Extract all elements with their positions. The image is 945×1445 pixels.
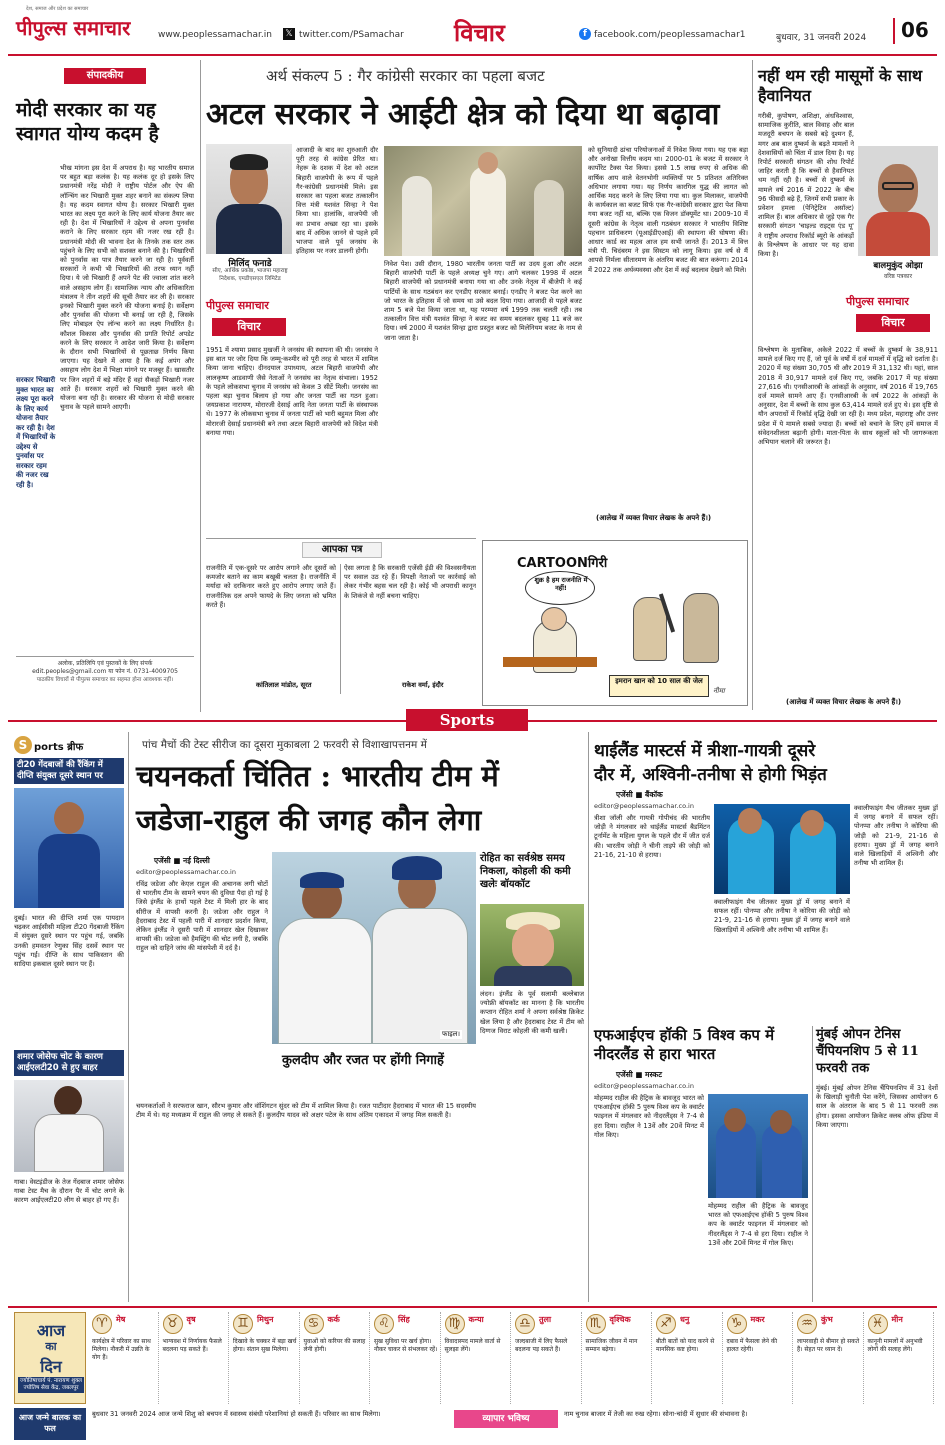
zodiac-symbol-icon: ♏ — [586, 1314, 606, 1334]
zodiac-name: तुला — [539, 1315, 552, 1324]
zodiac-prediction: बीती बातों को याद करने से मानसिक कष्ट होगा। — [656, 1338, 715, 1354]
child-promo — [846, 294, 938, 336]
brief-player-head — [54, 802, 84, 834]
hockey-headline: एफआईएच हॉकी 5 विश्व कप में नीदरलैंड से हारा भारत — [594, 1026, 775, 1063]
horoscope-title-3: दिन — [40, 1357, 62, 1376]
promo-logo: पीपुल्स समाचार — [206, 299, 269, 312]
logo-tagline: देश, समाज और प्रदेश का समाचार — [26, 6, 89, 12]
zodiac-name: कर्क — [327, 1315, 340, 1324]
hockey-player-1-head — [724, 1108, 746, 1132]
cricket-player-1-body — [278, 918, 372, 1044]
column-divider — [752, 60, 753, 710]
brief-title: ports ब्रीफ — [34, 742, 84, 753]
page-number: 06 — [893, 18, 933, 44]
tennis-body: मुंबई। मुंबई ओपन टेनिस चैंपियनशिप में 31 देशों के खिलाड़ी चुनौती पेश करेंगे, जिसका आयोजन 6 साल के अंतराल के बाद 5 से 11 फरवरी तक होगा। इसका आयोजन क्रिकेट क्लब ऑफ इंडिया में किया जाएगा। — [816, 1084, 938, 1129]
horoscope-title-2: का — [45, 1340, 57, 1353]
author-name: मिलिंद फनाडे — [228, 259, 272, 269]
column-divider — [128, 732, 129, 1302]
child-col-a: गरीबी, कुपोषण, अशिक्षा, अंधविश्वास, सामाजिक कुरीति, बाल विवाह और बाल मजदूरी बचपन के सबसे बड़े दुश्मन हैं, मगर अब बाल दुष्कर्म के बढ़ते मामलों ने देशवासियों को चिंता में डाल दिया है। यह रिपोर्ट सरकारी संगठन की शोध रिपोर्ट जाहिर करती है कि बच्चों से हैवानियत थम नहीं रही है। बच्चों से दुष्कर्म के मामले वर्ष 2016 में 2022 के बीच 96 फीसदी बढ़े हैं, जिनमें सभी प्रकार के प्रवेशन हमला (पेनिट्रेटिव असॉल्ट) शामिल हैं। बाल अधिकार से जुड़े एक गैर सरकारी संगठन 'चाइल्ड राइट्स एंड यू' ने राष्ट्रीय अपराध रिकॉर्ड ब्यूरो के आंकड़ों के विश्लेषण के आधार पर यह दावा किया है। — [758, 112, 854, 259]
editorial-body: भीख मांगना इस देश में अपराध है। यह भारतीय समाज पर बहुत बड़ा कलंक है। यह कलंक दूर हो इसके लिए प्रधानमंत्री नरेंद्र मोदी ने राष्ट्रीय पोर्टल और ऐप की लॉन्चिंग कर भिखारी मुक्त शहर बनाने का संकल्प लिया है। यह कदम स्वागत योग्य है। सरकार भिखारी मुक्त भारत का लक्ष्य पूरा करने के लिए कार्य योजना तैयार कर रही है। देश में भिखारियों ने उद्देश्य से अपना पुनर्वास कराने के लिए सरकार रहम की नजर रख रही है। प्रधानमंत्री मोदी की भावना देश के तिनके तक स्तर तक पहुंचने के लिए सभी को सशक्त बनाने की है। भिखारियों को पुनर्वास का पात्र तैयार करने जा रही है। पूर्ववर्ती सरकारों ने कभी भी भिखारियों की तरफ ध्यान नहीं दिया। ये जो भिखारी हैं अपने पेट की ज्वाला शांत करने वाले असहाय लोग हैं। सामाजिक न्याय और अधिकारिता मंत्रालय ने तीन शहरों की सूची तैयार कर ली है। सरकार इनको भिखारी मुक्त करने की योजना बनाई है। सर्वेक्षण और पुनर्वास की योजना भी बनाई जा रही है, जिसके लिए मोबाइल ऐप लॉन्च करने का लक्ष्य निर्धारित है। कौशल विकास और पुनर्वास की प्रगति रिपोर्ट अपडेट करने के लिए सरकार ने आदेश जारी किया है। सर्वेक्षण के दौरान सभी भिखारियों से पूछताछ निर्णय किया जाएगा। यह देखने में आया है कि कई अपंग और असहाय लोग देश में भिक्षा मांगने पर मजबूर हैं। खासतौर पर जिन शहरों में बड़े मंदिर हैं वहां सैकड़ों भिखारी नजर आते हैं। सरकार शहरों को भिखारी मुक्त करने की योजना बना रही है। सरकार की योजना से मोदी सरकार चुनाव के पहले सामने आएगी। — [60, 164, 194, 412]
editorial-headline: मोदी सरकार का यह स्वागत योग्य कदम है — [16, 99, 159, 145]
brief-s-badge: S — [14, 736, 32, 754]
hockey-player-1 — [716, 1122, 756, 1198]
masthead-rule — [8, 54, 937, 56]
lead-photo — [384, 146, 582, 256]
badminton-body-2: क्वालीफाइंग मैच जीतकर मुख्य ड्रॉ में जगह बनाने में सफल रहीं। पोनप्पा और तनीषा ने कोरिया की जोड़ी को 21-9, 21-16 से हराया। मुख्य ड्रॉ में जगह बनाने वाले खिलाड़ियों में अश्विनी और तनीषा भी शामिल हैं। — [714, 898, 850, 934]
column-divider — [588, 732, 589, 1302]
horoscope-info: ज्योतिषाचार्य पं. नारायण शुक्ल ज्योतिष सेवा केंद्र, जबलपुर — [18, 1377, 84, 1393]
zodiac-name: सिंह — [398, 1315, 410, 1324]
zodiac-name: वृष — [186, 1315, 196, 1324]
hockey-player-2 — [762, 1124, 802, 1198]
cricket-byline: एजेंसी ■ नई दिल्ली — [154, 856, 210, 865]
brief-player-body — [38, 834, 100, 908]
zodiac-prediction: जल्दबाजी में लिए फैसले बदलना पड़ सकते हैं। — [515, 1338, 568, 1354]
badminton-player-2-head — [800, 810, 824, 836]
cartoon-figure-2 — [683, 593, 719, 663]
badminton-body: त्रीशा जॉली और गायत्री गोपीचंद की भारतीय जोड़ी ने मंगलवार को थाईलैंड मास्टर्स बैडमिंटन टूर्नामेंट के महिला युगल के पहले दौर में जीत दर्ज की। भारतीय जोड़ी ने चीनी ताइपे की जोड़ी को 21-16, 21-10 से हराया। — [594, 814, 710, 859]
zodiac-prediction: सामाजिक जीवन में मान सम्मान बढ़ेगा। — [585, 1338, 638, 1354]
brief2-player-head — [54, 1086, 82, 1116]
boycott-body — [494, 966, 572, 986]
brief-body: दुबई। भारत की दीप्ति शर्मा एक पायदान चढ़कर आईसीसी महिला टी20 गेंदबाजी रैंकिंग में संयुक्त दूसरे स्थान पर पहुंच गई, जबकि उनकी हमवतन रेणुका सिंह दसवें स्थान पर पहुंच गईं। दीप्ति के साथ पाकिस्तान की सादिया इकबाल दूसरे स्थान पर हैं। — [14, 914, 124, 969]
child-promo-logo: पीपुल्स समाचार — [846, 295, 909, 308]
zodiac-sign — [302, 1312, 371, 1404]
photo-figure-2 — [470, 166, 506, 256]
zodiac-prediction: कानूनी मामलों में अनुभवी लोगों की सलाह लेंगे। — [867, 1338, 923, 1354]
sports-rule-right — [528, 720, 937, 722]
cricket-kicker: पांच मैचों की टेस्ट सीरीज का दूसरा मुकाबला 2 फरवरी से विशाखापत्तनम में — [142, 739, 427, 751]
zodiac-prediction: भाग्यवश में निर्णायक फैसले बदलना पड़ सकते हैं। — [162, 1338, 222, 1354]
child-col-b: विश्लेषण के मुताबिक, अकेले 2022 में बच्चों के दुष्कर्म के 38,911 मामले दर्ज किए गए हैं, जो पूर्व के वर्षों में दर्ज मामलों में वृद्धि को दर्शाता है। 2020 में यह संख्या 30,705 थी और 2019 में 31,132 थी। यहां, साल 2018 में 30,917 मामले दर्ज किए गए, जबकि 2017 में यह संख्या 27,616 थी। एनसीआरबी के आंकड़ों के अनुसार, वर्ष 2016 में 19,765 दर्ज मामले सामने आए हैं। एनसीआरबी के वर्ष 2022 के आंकड़ों के अनुसार, देश में बच्चों के साथ कुल 63,414 मामले दर्ज हुए थे। इस दृष्टि से यौन अपराधों में रिकॉर्ड वृद्धि देखी जा रही है। मध्य प्रदेश, महाराष्ट्र और उत्तर प्रदेश में ये मामले सबसे ज्यादा हैं। बच्चों को बचाने के लिए हमें समाज में संवेदनशीलता बढ़ानी होगी। माता-पिता के साथ स्कूलों को भी जागरूकता अभियान चलाने की जरूरत है। — [758, 346, 938, 447]
photo-figure-1 — [402, 176, 432, 256]
zodiac-symbol-icon: ♋ — [304, 1314, 324, 1334]
lead-promo — [206, 298, 292, 340]
cricket-headline-2: जडेजा-राहुल की जगह कौन लेगा — [136, 803, 482, 837]
cricket-subbody: चयनकर्ताओं ने सरफराज खान, सौरभ कुमार और वॉशिंगटन सुंदर को टीम में शामिल किया है। रजत पाटीदार हैदराबाद में भारत की 15 सदस्यीय टीम में थे। यह मध्यक्रम में राहुल की जगह ले सकते हैं। कुलदीप यादव को अक्षर पटेल के साथ अंतिम एकादश में जगह मिल सकती है। — [136, 1102, 476, 1120]
letter-1-sign: कांतिलाल मांडोत, सूरत — [256, 681, 312, 689]
cricket-email[interactable]: editor@peoplessamachar.co.in — [136, 868, 236, 876]
zodiac-name: मकर — [750, 1315, 765, 1324]
hockey-player-2-head — [770, 1110, 792, 1134]
letters-box — [206, 542, 476, 710]
hockey-photo — [708, 1094, 808, 1198]
child-end-note: (आलेख में व्यक्त विचार लेखक के अपने हैं।) — [786, 698, 902, 706]
zodiac-sign — [866, 1312, 935, 1404]
facebook-handle[interactable]: facebook.com/peoplessamachar1 — [594, 30, 746, 40]
lead-col-1: आजादी के बाद का शुरुआती दौर पूरी तरह से कांग्रेस प्रेरित था। नेहरू के दशक में देश को अटल बिहारी वाजपेयी के रूप में पहले गैर-कांग्रेसी प्रधानमंत्री मिले। इस सरकार का पहला बजट तत्कालीन वित्त मंत्री यशवंत सिन्हा ने पेश किया था। हालांकि, वाजपेयी जी का प्रभाव अच्छा रहा था। इसके बाद में अधिक जानने से पहले हमें भाजपा वाले पूर्व जनसंघ के इतिहास पर नजर डालनी होगी। — [296, 146, 378, 256]
badminton-byline: एजेंसी ■ बैंकॉक — [616, 790, 663, 799]
letter-2-sign: राकेश वर्मा, इंदौर — [402, 681, 444, 689]
child-author-glasses — [882, 182, 914, 190]
zodiac-sign — [584, 1312, 653, 1404]
badminton-player-1-head — [738, 808, 762, 834]
cartoon-caption: इमरान खान को 10 साल की जेल — [609, 675, 709, 697]
zodiac-prediction: युवाओं को करियर की सलाह लेनी होगी। — [303, 1338, 366, 1354]
promo-section: विचार — [212, 318, 286, 336]
zodiac-prediction: कार्यक्षेत्र में परिवार का साथ मिलेगा। नौकरी में उन्नति के योग हैं। — [92, 1338, 151, 1362]
zodiac-sign — [725, 1312, 794, 1404]
lead-col-2: 1951 में श्यामा प्रसाद मुखर्जी ने जनसंघ की स्थापना की थी। जनसंघ ने इस बात पर जोर दिया कि जम्मू-कश्मीर को पूरी तरह से भारत में शामिल किया जाना चाहिए। दीनदयाल उपाध्याय, अटल बिहारी वाजपेयी और लालकृष्ण आडवाणी जैसे नेताओं ने जनसंघ का नेतृत्व संभाला। 1952 के पहले लोकसभा चुनाव में जनसंघ को केवल 3 सीटें मिली। जनसंघ का पहला बड़ा चुनाव बिलाय हो गया और जनता पार्टी का गठन हुआ। जयप्रकाश नारायण, मोरारजी देसाई आदि नेता जनता पार्टी के संस्थापक थे। 1977 के लोकसभा चुनाव में जनता पार्टी को भारी बहुमत मिला और मोरारजी देसाई प्रधानमंत्री बने तथा अटल बिहारी वाजपेयी को विदेश मंत्री बनाया गया। — [206, 346, 378, 437]
letters-top-rule — [206, 538, 476, 539]
logo-text: पीपुल्स समाचार — [16, 16, 131, 40]
author-suit — [216, 204, 282, 254]
zodiac-name: मेष — [116, 1315, 126, 1324]
photo-head-2 — [478, 152, 498, 174]
zodiac-name: मिथुन — [257, 1315, 274, 1324]
editorial-tag: संपादकीय — [64, 68, 146, 84]
section-title: विचार — [454, 18, 505, 47]
zodiac-symbol-icon: ♊ — [233, 1314, 253, 1334]
child-headline: नहीं थम रही मासूमों के साथ हैवानियत — [758, 66, 923, 105]
brief-photo — [14, 788, 124, 908]
hockey-body-2: मोहम्मद राहील की हैट्रिक के बावजूद भारत को एफआईएच हॉकी 5 पुरुष विश्व कप के क्वार्टर फाइनल में मंगलवार को नीदरलैंड्स ने 7-4 से हरा दिया। राहील ने 13वें और 20वें मिनट में गोल किए। — [708, 1202, 808, 1247]
trade-text: नाम चुनाव बाजार में तेजी का रुख रहेगा। सोना-चांदी में सुधार की संभावना है। — [564, 1410, 748, 1418]
zodiac-symbol-icon: ♈ — [92, 1314, 112, 1334]
brief-headline: टी20 गेंदबाजों की रैंकिंग में दीप्ति संयुक्त दूसरे स्थान पर — [14, 758, 124, 784]
lead-headline: अटल सरकार ने आईटी क्षेत्र को दिया था बढ़ावा — [206, 97, 720, 132]
zodiac-symbol-icon: ♑ — [727, 1314, 747, 1334]
zodiac-sign — [654, 1312, 723, 1404]
masthead — [0, 0, 945, 54]
zodiac-prediction: दबाव में फैसला लेने की हालत रहेगी। — [726, 1338, 778, 1354]
zodiac-prediction: विवादास्पद मामले वार्ता से सुलझा लेंगे। — [444, 1338, 501, 1354]
editorial-footer-3: पाठकीय विचारों से पीपुल्स समाचार का सहमत होना आवश्यक नहीं। — [36, 677, 174, 683]
zodiac-sign — [231, 1312, 300, 1404]
child-author-name: बालमुकुंद ओझा — [873, 261, 923, 271]
lead-end-note: (आलेख में व्यक्त विचार लेखक के अपने हैं।) — [596, 514, 712, 522]
brief2-headline: शमार जोसेफ चोट के कारण आईएलटी20 से हुए बाहर — [14, 1050, 124, 1076]
zodiac-prediction: लापरवाही से बीमार हो सकते हैं। सेहत पर ध्यान दें। — [797, 1338, 860, 1354]
sports-rule-left — [8, 720, 406, 722]
lead-col-3: निवेश पेश। उसी दौरान, 1980 भारतीय जनता पार्टी का उदय हुआ और अटल बिहारी वाजपेयी पार्टी के पहले अध्यक्ष चुने गए। आगे चलकर 1998 में अटल बिहारी वाजपेयी को प्रधानमंत्री बनाया गया था और उनके नेतृत्व में बीजेपी ने कई पार्टियों के साथ गठबंधन कर एनडीए सरकार बनाई। एनडीए ने बजट पेश करने का जो भारत के इतिहास में जो समय था उसे बदल दिया गया। आजादी से पहले बजट शाम 5 बजे पेश किया जाता था, यह परम्परा वर्ष 1999 तक चलती रही। तब तत्कालीन वित्त मंत्री यशवंत सिन्हा ने बजट का समय बदलकर सुबह 11 बजे कर दिया। वर्ष 2000 में यशवंत सिन्हा द्वारा प्रस्तुत बजट को मिलेनियम बजट के नाम से जाना जाता है। — [384, 260, 582, 342]
cricket-photo-credit: फाइल। — [442, 1030, 461, 1038]
cricket-subhead: कुलदीप और रजत पर होंगी निगाहें — [282, 1053, 444, 1068]
zodiac-sign — [513, 1312, 582, 1404]
hockey-byline: एजेंसी ■ मस्कट — [616, 1070, 662, 1079]
cricket-player-2-body — [372, 908, 468, 1044]
letters-title: आपका पत्र — [302, 542, 382, 558]
twitter-handle[interactable]: twitter.com/PSamachar — [299, 30, 404, 40]
birth-text: बुधवार 31 जनवरी 2024 आज जन्मे शिशु को बचपन में स्वास्थ्य संबंधी परेशानियां हो सकती हैं। परिवार का साथ मिलेगा। — [92, 1410, 381, 1418]
zodiac-symbol-icon: ♓ — [868, 1314, 888, 1334]
boycott-headline: रोहित का सर्वश्रेष्ठ समय निकला, कोहली की कमी खलेः बॉयकॉट — [480, 853, 571, 890]
brief2-body: गाबा। वेस्टइंडीज के तेज गेंदबाज शमार जोसेफ गाबा टेस्ट मैच के दौरान पैर में चोट लगने के कारण आईएलटी20 लीग से बाहर हो गए हैं। — [14, 1178, 124, 1205]
horoscope-title-1: आज — [36, 1321, 66, 1340]
cartoon-title: CARTOONगिरी — [517, 556, 608, 571]
zodiac-symbol-icon: ♎ — [515, 1314, 535, 1334]
sports-section-label: Sports — [406, 709, 528, 731]
zodiac-symbol-icon: ♒ — [797, 1314, 817, 1334]
author-desc: सीए, आर्थिक प्रकोष्ठ, भाजपा महाराष्ट्र निदेशक, एमडीएसएल लिमिटेड — [212, 268, 288, 282]
editorial-column — [16, 60, 196, 710]
letter-2: ऐसा लगता है कि सरकारी एजेंसी ईडी की विश्वसनीयता पर सवाल उठ रहे हैं। विपक्षी नेताओं पर कार्रवाई को लेकर गंभीर बहस चल रही है। कोई भी अपराधी कानून के शिकंजे से नहीं बचना चाहिए। — [344, 564, 476, 600]
zodiac-symbol-icon: ♌ — [374, 1314, 394, 1334]
editorial-footer — [16, 656, 194, 696]
badminton-headline-2: दौर में, अश्विनी-तनीषा से होगी भिड़ंत — [594, 765, 827, 785]
child-promo-section: विचार — [856, 314, 930, 332]
zodiac-name: कन्या — [468, 1315, 484, 1324]
cricket-photo — [272, 852, 476, 1044]
zodiac-name: वृश्चिक — [609, 1315, 631, 1324]
editorial-pull-quote: सरकार भिखारी मुक्त भारत का लक्ष्य पूरा करने के लिए कार्य योजना तैयार कर रही है। देश में भिखारियों के उद्देश्य से पुनर्वास पर सरकार रहम की नजर रख रही है। — [16, 376, 56, 489]
zodiac-name: धनु — [680, 1315, 690, 1324]
cricket-player-2-helmet — [392, 856, 442, 880]
cricket-body: रविंद्र जडेजा और केएल राहुल की अचानक लगी चोटों से भारतीय टीम के सामने चयन की दुविधा पैदा हो गई है जिसे इंग्लैंड के हाथों पहले टेस्ट में मिली हार के बाद सीरीज में वापसी करनी है। जडेजा और राहुल ने हैदराबाद टेस्ट में पहली पारी में शानदार प्रदर्शन किया, लेकिन इंग्लैंड ने दूसरी पारी में शानदार खेल दिखाकर वापसी की। जडेजा को हैमस्ट्रिंग की चोट लगी है, जबकि राहुल को दाहिने जांघ की मांसपेशी में दर्द है। — [136, 880, 268, 953]
hockey-body: मोहम्मद राहील की हैट्रिक के बावजूद भारत को एफआईएच हॉकी 5 पुरुष विश्व कप के क्वार्टर फाइनल में मंगलवार को नीदरलैंड्स ने 7-4 से हरा दिया। राहील ने 13वें और 20वें मिनट में गोल किए। — [594, 1094, 704, 1139]
letters-divider — [340, 564, 341, 694]
zodiac-row — [90, 1312, 936, 1404]
zodiac-name: मीन — [891, 1315, 903, 1324]
boycott-body-text: लंदन। इंग्लैंड के पूर्व सलामी बल्लेबाज ज्योफ्री बॉयकॉट का मानना है कि भारतीय कप्तान रोहित शर्मा ने अपना सर्वश्रेष्ठ क्रिकेट खेल लिया है और हैदराबाद टेस्ट में टीम को दिग्गज विराट कोहली की कमी खली। — [480, 990, 584, 1035]
author-hair — [230, 154, 268, 170]
column-divider — [200, 60, 201, 712]
horoscope-band — [8, 1306, 937, 1442]
cricket-headline-1: चयनकर्ता चिंतित : भारतीय टीम में — [136, 759, 499, 793]
issue-date: बुधवार, 31 जनवरी 2024 — [776, 33, 867, 43]
lead-kicker: अर्थ संकल्प 5 : गैर कांग्रेसी सरकार का पहला बजट — [266, 67, 545, 85]
zodiac-name: कुंभ — [821, 1315, 833, 1324]
child-author-photo — [858, 146, 938, 256]
badminton-photo — [714, 804, 850, 894]
photo-figure-3 — [534, 180, 564, 256]
sports-brief-column — [14, 736, 124, 1304]
hockey-email[interactable]: editor@peoplessamachar.co.in — [594, 1082, 694, 1090]
masthead-logo — [16, 6, 176, 42]
lead-col-4: को सुनियादी ढांचा परियोजनाओं में निवेश किया गया। यह एक बड़ा और अनोखा वित्तीय कदम था। 2000-01 के बजट में सरकार ने कार्पोरेट टैक्स पेश किया। इससे 1.5 लाख रुपए से अधिक की वार्षिक आय वाले वेतनभोगी व्यक्तियों पर 5 प्रतिशत अतिरिक्त अधिभार लगाया गया। यह निर्णय कारगिल युद्ध की लागत को आर्थिक मदद करने के लिए लिया गया था। कुल मिलाकर, वाजपेयी के कार्यकाल का बजट सिर्फ एक गैर-कांग्रेसी सरकार द्वारा पेश किया गया बजट नहीं था, बल्कि एक विजन डॉक्यूमेंट था। 2009-10 में दूसरी कांग्रेस के नेतृत्व वाली गठबंधन सरकार ने भारतीय विशिष्ट पहचान प्राधिकरण (यूआईडीएआई) की स्थापना की घोषणा की। आधार कार्ड का महत्व आज हम सभी जानते हैं। 2013 में वित्त मंत्री पी. चिदंबरम ने इस सिस्टम को लागू किया। इस वर्ष से मैं आपसे निर्मला सीतारमण के अंतरिम बजट की बात करूंगा। 2014 में 2022 तक अर्थव्यवस्था और देश में कई बदलाव देखने को मिले। — [588, 146, 748, 274]
zodiac-sign — [795, 1312, 864, 1404]
zodiac-sign — [161, 1312, 230, 1404]
cartoon-box — [482, 540, 748, 706]
cartoon-signature: नीमा — [713, 687, 725, 695]
badminton-headline-1: थाईलैंड मास्टर्स में त्रीशा-गायत्री दूसरे — [594, 741, 816, 761]
facebook-icon: f — [579, 28, 591, 40]
cartoon-bubble-text: शुक्र है हम राजनीति में नहीं! — [534, 576, 588, 592]
brief2-photo — [14, 1080, 124, 1172]
cricket-player-1-cap — [300, 872, 344, 888]
boycott-photo — [480, 904, 584, 986]
child-author-shirt — [866, 212, 930, 256]
zodiac-sign — [372, 1312, 441, 1404]
cartoon-desk — [503, 657, 597, 667]
zodiac-symbol-icon: ♉ — [163, 1314, 183, 1334]
horoscope-title-box — [14, 1312, 86, 1404]
zodiac-sign — [443, 1312, 512, 1404]
badminton-email[interactable]: editor@peoplessamachar.co.in — [594, 802, 694, 810]
zodiac-prediction: सुख सुविधा पर खर्च होगा। नौकर चाकर से संभलकर रहें। — [374, 1338, 438, 1354]
website-link[interactable]: www.peoplessamachar.in — [158, 30, 272, 40]
child-author-desc: वरिष्ठ पत्रकार — [883, 273, 913, 280]
tennis-headline: मुंबई ओपन टेनिस चैंपियनशिप 5 से 11 फरवरी तक — [816, 1027, 919, 1076]
editorial-footer-2: edit.peoples@gmail.com या फोन नं. 0731-4009705 — [32, 668, 178, 675]
trade-label: व्यापार भविष्य — [454, 1410, 558, 1428]
letter-1: राजनीति में एक-दूसरे पर आरोप लगाने और दूसरों को कमजोर बताने का काम बखूबी चलता है। राजनीति में मर्यादा को दरकिनार करते हुए आरोप लगाए जाते हैं। राजनीतिक दल अपने फायदे के लिए जनता को भ्रमित करते हैं। — [206, 564, 336, 609]
editorial-footer-1: अलोक, प्रतिलिपि एवं पुस्तकों के लिए संपर्क — [57, 660, 153, 667]
author-photo — [206, 144, 292, 254]
boycott-face — [512, 924, 554, 968]
zodiac-prediction: दिखावे के चक्कर में बड़ा खर्च होगा। संतान सुख मिलेगा। — [233, 1338, 297, 1354]
twitter-icon: 𝕏 — [283, 28, 295, 40]
badminton-side: क्वालीफाइंग मैच जीतकर मुख्य ड्रॉ में जगह बनाने में सफल रहीं। पोनप्पा और तनीषा ने कोरिया की जोड़ी को 21-9, 21-16 से हराया। मुख्य ड्रॉ में जगह बनाने वाले खिलाड़ियों में अश्विनी और तनीषा भी शामिल हैं। — [854, 804, 938, 868]
zodiac-sign — [90, 1312, 159, 1404]
column-divider — [812, 1026, 813, 1302]
zodiac-symbol-icon: ♍ — [445, 1314, 465, 1334]
brief2-player-body — [34, 1114, 104, 1172]
zodiac-symbol-icon: ♐ — [656, 1314, 676, 1334]
cartoon-prisoner-head — [541, 607, 567, 631]
birth-label: आज जन्मे बालक का फल — [14, 1408, 86, 1440]
